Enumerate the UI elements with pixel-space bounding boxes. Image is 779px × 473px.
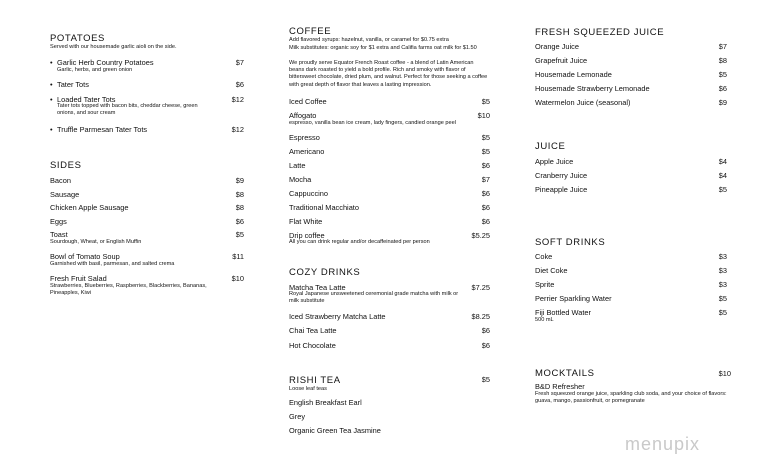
menu-item-price: $5 bbox=[481, 147, 490, 156]
menu-item-name: Chai Tea Latte bbox=[289, 326, 337, 335]
menu-item-name: Bowl of Tomato Soup bbox=[50, 252, 120, 261]
menu-item-price: $5 bbox=[718, 70, 727, 79]
menu-item-name: Iced Strawberry Matcha Latte bbox=[289, 312, 386, 321]
menu-item-name: Diet Coke bbox=[535, 266, 568, 275]
menu-item-desc: Sourdough, Wheat, or English Muffin bbox=[50, 239, 142, 245]
menu-item-name: Latte bbox=[289, 161, 306, 170]
menu-item-price: $3 bbox=[718, 280, 727, 289]
menu-item-price: $5 bbox=[481, 97, 490, 106]
potatoes-heading: POTATOES bbox=[50, 33, 105, 44]
menu-item-price: $3 bbox=[718, 266, 727, 275]
menu-item-name: Fresh Fruit Salad bbox=[50, 274, 107, 283]
menu-item-price: $5 bbox=[718, 308, 727, 317]
menu-item-price: $6 bbox=[481, 341, 490, 350]
menu-item-name: Iced Coffee bbox=[289, 97, 327, 106]
menu-item-price: $11 bbox=[232, 252, 244, 261]
soft-drinks-heading: SOFT DRINKS bbox=[535, 237, 606, 248]
menu-item-name: Hot Chocolate bbox=[289, 341, 336, 350]
menu-item-name: Traditional Macchiato bbox=[289, 203, 359, 212]
menu-item-name: Housemade Lemonade bbox=[535, 70, 612, 79]
menu-item-price: $5 bbox=[235, 230, 244, 239]
menu-item-price: $6 bbox=[718, 84, 727, 93]
menu-item-name: Mocha bbox=[289, 175, 312, 184]
menu-item-name: Perrier Sparkling Water bbox=[535, 294, 612, 303]
sides-heading: SIDES bbox=[50, 160, 82, 171]
menu-item-name: Watermelon Juice (seasonal) bbox=[535, 98, 631, 107]
menu-item-name: Bacon bbox=[50, 176, 71, 185]
rishi-tea-heading: RISHI TEA bbox=[289, 375, 341, 386]
menu-item-name: Apple Juice bbox=[535, 157, 574, 166]
menu-item-price: $9 bbox=[235, 176, 244, 185]
menu-item-price: $8 bbox=[718, 56, 727, 65]
menu-item-name: • Loaded Tater Tots bbox=[57, 95, 115, 104]
menu-item-name: Grapefruit Juice bbox=[535, 56, 588, 65]
menupix-watermark: menupix bbox=[625, 434, 701, 454]
rishi-tea-note: Loose leaf teas bbox=[289, 386, 327, 392]
menu-item-price: $9 bbox=[718, 98, 727, 107]
menu-item-price: $10 bbox=[477, 111, 490, 120]
menu-item-name: Grey bbox=[289, 412, 306, 421]
menu-item-name: English Breakfast Earl bbox=[289, 398, 362, 407]
menu-item-price: $5 bbox=[481, 133, 490, 142]
menu-item-price: $5 bbox=[718, 185, 727, 194]
menu-item-name: Organic Green Tea Jasmine bbox=[289, 426, 381, 435]
menu-item-price: $5 bbox=[718, 294, 727, 303]
rishi-tea-price: $5 bbox=[481, 375, 490, 384]
menu-item-price: $7 bbox=[718, 42, 727, 51]
menu-item-name: Coke bbox=[535, 252, 553, 261]
menu-item-name: Sprite bbox=[535, 280, 555, 289]
menu-item-desc: Tater tots topped with bacon bits, cheddar cheese, green onions, and sour cream bbox=[57, 103, 198, 116]
menu-item-price: $6 bbox=[235, 80, 244, 89]
menu-item-name: • Truffle Parmesan Tater Tots bbox=[57, 125, 147, 134]
menu-item-name: Drip coffee bbox=[289, 231, 325, 240]
menu-item-name: Cappuccino bbox=[289, 189, 329, 198]
menu-item-price: $3 bbox=[718, 252, 727, 261]
menu-item-desc: espresso, vanilla bean ice cream, lady fingers, candied orange peel bbox=[289, 120, 456, 126]
coffee-description: We proudly serve Equator French Roast coffee - a blend of Latin American beans dark roasted to yield a bold profile. Rich and smoky with flavor of bittersweet chocolate, dried plum, and walnut. Perfect for those seeking a coffee with great depth of flavor that leaves a lasting impression. bbox=[289, 60, 488, 88]
menu-item-name: Pineapple Juice bbox=[535, 185, 588, 194]
menu-item-name: Chicken Apple Sausage bbox=[50, 203, 129, 212]
menu-item-name: • Tater Tots bbox=[57, 80, 89, 89]
menu-item-desc: Strawberries, Blueberries, Raspberries, Blackberries, Bananas, Pineapples, Kiwi bbox=[50, 283, 207, 296]
menu-item-price: $8.25 bbox=[471, 312, 490, 321]
menu-item-desc: All you can drink regular and/or decaffeinated per person bbox=[289, 239, 430, 245]
menu-item-name: Espresso bbox=[289, 133, 320, 142]
menu-item-price: $8 bbox=[235, 190, 244, 199]
menu-item-price: $6 bbox=[235, 217, 244, 226]
coffee-heading: COFFEE bbox=[289, 26, 332, 37]
menu-item-name: • Garlic Herb Country Potatoes bbox=[57, 58, 154, 67]
menu-item-price: $10 bbox=[231, 274, 244, 283]
menu-item-name: Fiji Bottled Water bbox=[535, 308, 591, 317]
menu-item-desc: Garlic, herbs, and green onion bbox=[57, 67, 133, 73]
menu-item-price: $6 bbox=[481, 217, 490, 226]
juice-heading: JUICE bbox=[535, 141, 566, 152]
menu-item-price: $7.25 bbox=[471, 283, 490, 292]
menu-item-name: Housemade Strawberry Lemonade bbox=[535, 84, 650, 93]
menu-item-name: Orange Juice bbox=[535, 42, 579, 51]
menu-item-name: Sausage bbox=[50, 190, 80, 199]
menu-item-desc: Garnished with basil, parmesan, and salted crema bbox=[50, 261, 175, 267]
menu-item-price: $5.25 bbox=[471, 231, 490, 240]
menu-item-name: Americano bbox=[289, 147, 325, 156]
menu-item-name: Toast bbox=[50, 230, 68, 239]
menu-item-price: $4 bbox=[718, 171, 727, 180]
cozy-drinks-heading: COZY DRINKS bbox=[289, 267, 361, 278]
menu-item-price: $7 bbox=[481, 175, 490, 184]
menu-item-price: $6 bbox=[481, 326, 490, 335]
menu-item-price: $6 bbox=[481, 189, 490, 198]
menu-item-price: $12 bbox=[231, 125, 244, 134]
menu-item-desc: 500 mL bbox=[535, 317, 554, 323]
menu-item-name: Cranberry Juice bbox=[535, 171, 588, 180]
mocktails-heading: MOCKTAILS bbox=[535, 368, 595, 379]
coffee-note-syrups: Add flavored syrups: hazelnut, vanilla, or caramel for $0.75 extra bbox=[289, 37, 449, 43]
menu-item-desc: Fresh squeezed orange juice, sparkling club soda, and your choice of flavors: guava, mango, passionfruit, or pomegranate bbox=[535, 391, 727, 404]
potatoes-note: Served with our housemade garlic aioli on the side. bbox=[50, 44, 177, 50]
menu-item-price: $8 bbox=[235, 203, 244, 212]
menu-item-name: B&D Refresher bbox=[535, 382, 585, 391]
fresh-juice-heading: FRESH SQUEEZED JUICE bbox=[535, 27, 665, 38]
menu-item-price: $12 bbox=[231, 95, 244, 104]
menu-item-name: Affogato bbox=[289, 111, 317, 120]
menu-item-desc: Royal Japanese unsweetened ceremonial grade matcha with milk or milk substitute bbox=[289, 291, 459, 304]
menu-item-name: Flat White bbox=[289, 217, 323, 226]
coffee-note-milk: Milk substitutes: organic soy for $1 extra and Califia farms oat milk for $1.50 bbox=[289, 45, 477, 51]
menu-item-name: Eggs bbox=[50, 217, 67, 226]
mocktails-price: $10 bbox=[718, 369, 731, 378]
menu-item-price: $4 bbox=[718, 157, 727, 166]
menu-item-price: $7 bbox=[235, 58, 244, 67]
menu-item-name: Matcha Tea Latte bbox=[289, 283, 346, 292]
menu-item-price: $6 bbox=[481, 161, 490, 170]
menu-item-price: $6 bbox=[481, 203, 490, 212]
